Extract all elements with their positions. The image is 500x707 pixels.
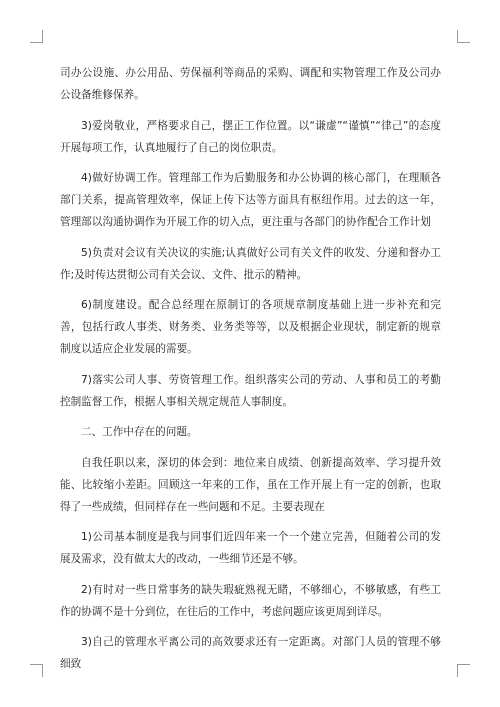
paragraph: 1)公司基本制度是我与同事们近四年来一个一个建立完善，但随着公司的发展及需求，没有做太大的改动，一些细节还是不够。 (60, 531, 441, 565)
paragraph: 5)负责对会议有关决议的实施;认真做好公司有关文件的收发、分递和督办工作;及时传达贯彻公司有关会议、文件、批示的精神。 (60, 246, 441, 281)
document-body (60, 62, 441, 684)
crop-mark-bottom-right (457, 664, 470, 677)
section-heading: 二、工作中存在的问题。 (81, 426, 198, 438)
crop-mark-bottom-left (30, 664, 43, 677)
paragraph: 2)有时对一些日常事务的缺失瑕疵熟视无睹，不够细心，不够敏感，有些工作的协调不是十分到位，在往后的工作中，考虑问题应该更周到详尽。 (60, 583, 441, 618)
paragraph: 司办公设施、办公用品、劳保福利等商品的采购、调配和实物管理工作及公司办公设备维修保养。 (60, 67, 441, 101)
paragraph: 6)制度建设。配合总经理在原制订的各项规章制度基础上进一步补充和完善，包括行政人事类、财务类、业务类等等，以及根据企业现状，制定新的规章制度以适应企业发展的需要。 (60, 299, 441, 355)
crop-mark-top-left (30, 30, 43, 43)
paragraph: 自我任职以来，深切的体会到：地位来自成绩、创新提高效率、学习提升效能、比较缩小差距。回顾这一年来的工作，虽在工作开展上有一定的创新，也取得了一些成绩，但同样存在一些问题和不足。主要表现在 (60, 456, 441, 513)
paragraph: 3)爱岗敬业，严格要求自己，摆正工作位置。以“谦虚”“谨慎”“律己”的态度开展每项工作，认真地履行了自己的岗位职责。 (60, 119, 441, 154)
crop-mark-top-right (457, 30, 470, 43)
paragraph: 4)做好协调工作。管理部工作为后勤服务和办公协调的核心部门，在理顺各部门关系，提高管理效率，保证上传下达等方面具有枢纽作用。过去的这一年，管理部以沟通协调作为开展工作的切入点，更注重与各部门的协作配合工作计划 (60, 172, 441, 228)
paragraph: 3)自己的管理水平离公司的高效要求还有一定距离。对部门人员的管理不够细致 (60, 636, 441, 670)
paragraph: 7)落实公司人事、劳资管理工作。组织落实公司的劳动、人事和员工的考勤控制监督工作，根据人事相关规定规范人事制度。 (60, 373, 441, 408)
